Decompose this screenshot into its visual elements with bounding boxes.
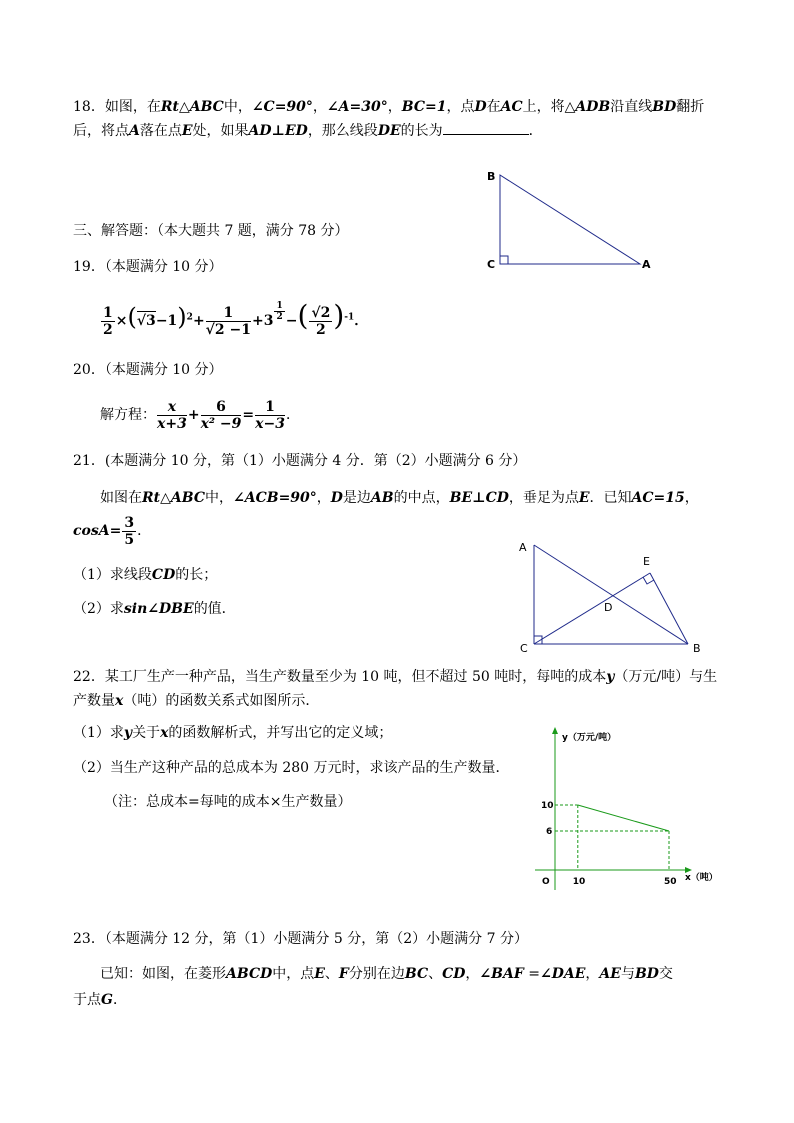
- q21-text: △: [160, 490, 171, 506]
- q19-frac1: [101, 305, 115, 338]
- q18-tri: △: [178, 99, 190, 115]
- q23-bc: BC: [404, 966, 429, 982]
- q18-text: 翻折: [676, 99, 705, 115]
- q23-cd: CD: [442, 966, 466, 982]
- num: 1: [206, 305, 251, 322]
- triangle-abc: [500, 175, 640, 264]
- origin-label: O: [542, 877, 550, 887]
- q18-angle-a: ∠A=30°: [326, 99, 388, 115]
- power: -1: [344, 312, 355, 323]
- q23-text: ，: [585, 966, 600, 982]
- y-tick-10: 10: [541, 801, 554, 811]
- q21-e: E: [578, 490, 590, 506]
- op: −1: [155, 313, 178, 329]
- op: +3: [251, 313, 274, 329]
- q23-text: 分别在边: [348, 966, 405, 982]
- paren: ): [333, 299, 345, 332]
- q18-ad-perp-ed: AD⊥ED: [248, 123, 308, 139]
- den: 2: [276, 312, 283, 323]
- den: 2: [315, 321, 326, 338]
- section-3-title: [73, 220, 349, 242]
- power: 2: [186, 312, 193, 323]
- q21-cosa: cosA=: [73, 523, 122, 539]
- q22-line1: [73, 666, 717, 688]
- q19-exponent: [274, 301, 284, 322]
- q21-text: 是边: [342, 490, 371, 506]
- op: −: [285, 313, 298, 329]
- q21-sub2: [73, 598, 236, 620]
- q19-head: [73, 256, 223, 278]
- q18-d: D: [474, 99, 487, 115]
- label-b: B: [693, 642, 701, 655]
- q22-x: x: [160, 725, 169, 741]
- q20-frac1: [157, 399, 187, 432]
- q22-text: （万元/吨）与生: [614, 669, 718, 685]
- q19-head-text: 19．（本题满分 10 分）: [73, 259, 223, 275]
- q23-text: 、: [428, 966, 443, 982]
- op: ．: [354, 313, 369, 329]
- q21-d: D: [330, 490, 343, 506]
- q18-text: 中，: [223, 99, 252, 115]
- q23-dae: ∠DAE: [539, 966, 586, 982]
- q23-text: 于点: [73, 992, 101, 1008]
- q21-line1: [100, 487, 699, 509]
- q21-text: ，垂足为点: [508, 490, 579, 506]
- q18-abc: ABC: [189, 99, 224, 115]
- q23-text: ．: [112, 992, 127, 1008]
- q21-text: （2）求: [73, 601, 124, 617]
- label-e: E: [643, 555, 650, 568]
- x-tick-10: 10: [572, 877, 586, 887]
- q22-x: x: [115, 693, 124, 709]
- num: 6: [201, 399, 242, 416]
- den: 2: [103, 321, 113, 338]
- q18-angle-c: ∠C=90°: [251, 99, 313, 115]
- num: 1: [255, 399, 285, 416]
- paren: (: [127, 303, 137, 331]
- q22-text: 关于: [132, 725, 161, 741]
- num: x: [157, 399, 187, 416]
- q22-text: （1）求: [73, 725, 124, 741]
- label-b: B: [487, 170, 496, 183]
- q18-e: E: [181, 123, 193, 139]
- q19-frac3: [309, 305, 332, 338]
- answer-blank[interactable]: [443, 120, 529, 135]
- cost-chart: [520, 720, 730, 895]
- q23-f: F: [338, 966, 349, 982]
- q23-text: =: [523, 966, 540, 982]
- q22-text: 的函数解析式，并写出它的定义域；: [168, 725, 393, 741]
- q21-text: ．已知: [589, 490, 632, 506]
- label-a: A: [519, 541, 527, 554]
- q18-adb: ADB: [575, 99, 611, 115]
- q18-text: ．: [528, 123, 543, 139]
- sqrt3: √3: [136, 313, 156, 329]
- q23-abcd: ABCD: [226, 966, 273, 982]
- q21-abc: ABC: [170, 490, 205, 506]
- right-angle-mark: [500, 256, 508, 264]
- num: 1: [103, 304, 113, 321]
- op: ．: [285, 407, 300, 423]
- q18-bc: BC=1: [401, 99, 447, 115]
- num: √2: [311, 304, 331, 321]
- den: √2 −1: [205, 321, 251, 338]
- q23-text: 已知：如图，在菱形: [100, 966, 226, 982]
- q18-line1: [73, 96, 704, 118]
- q23-head: [73, 928, 528, 950]
- paren: (: [297, 299, 309, 332]
- paren: ): [177, 303, 187, 331]
- q18-a: A: [129, 123, 140, 139]
- q23-baf: ∠BAF: [479, 966, 524, 982]
- q22-text: （2）当生产这种产品的总成本为 280 万元时，求该产品的生产数量．: [73, 760, 510, 776]
- section-3-text: 三、解答题：（本大题共 7 题，满分 78 分）: [73, 223, 349, 239]
- q23-text: 中，点: [272, 966, 315, 982]
- triangle-figure-18: [480, 165, 660, 275]
- y-tick-6: 6: [546, 827, 553, 837]
- q21-text: 如图在: [100, 490, 142, 506]
- den: 5: [124, 531, 135, 548]
- y-axis-arrow: [552, 727, 558, 734]
- op: ×: [115, 313, 128, 329]
- q23-g: G: [101, 992, 113, 1008]
- q18-text: ，: [387, 99, 402, 115]
- q18-text: 沿直线: [610, 99, 653, 115]
- q22-y: y: [123, 725, 133, 741]
- q22-y: y: [606, 669, 615, 685]
- q21-text: ，: [316, 490, 331, 506]
- op: +: [187, 407, 200, 423]
- q21-text: 中，: [205, 490, 233, 506]
- q21-text: 的值．: [193, 601, 236, 617]
- q18-text: 落在点: [139, 123, 182, 139]
- q19-frac2: [206, 305, 251, 338]
- q23-text: ，: [465, 966, 480, 982]
- q18-text: ，: [312, 99, 327, 115]
- q19-expression: [100, 296, 368, 341]
- q21-text: ．: [137, 523, 152, 539]
- q21-text: 的中点，: [393, 490, 450, 506]
- label-d: D: [604, 601, 613, 614]
- q21-frac: [122, 515, 136, 548]
- segment-ab: [534, 545, 688, 644]
- q23-text: 与: [620, 966, 635, 982]
- q18-text: 18．如图，在: [73, 99, 161, 115]
- q20-head-text: 20．（本题满分 10 分）: [73, 362, 223, 378]
- q21-head: [73, 450, 526, 472]
- q22-line2: [73, 690, 319, 712]
- q23-line1: [100, 963, 673, 985]
- q21-line2: [73, 512, 151, 550]
- y-axis-label: y（万元/吨）: [562, 733, 617, 743]
- q18-text: ，那么线段: [307, 123, 378, 139]
- q18-line2: [73, 120, 543, 142]
- series-line: [578, 805, 669, 831]
- q23-line2: [73, 989, 127, 1011]
- label-c: C: [520, 642, 528, 655]
- q23-e: E: [314, 966, 325, 982]
- q23-bd: BD: [634, 966, 659, 982]
- num: 1: [276, 301, 283, 312]
- q21-text: （1）求线段: [73, 567, 152, 583]
- q22-note-text: （注：总成本=每吨的成本×生产数量）: [104, 794, 352, 810]
- q23-head-text: 23．（本题满分 12 分，第（1）小题满分 5 分，第（2）小题满分 7 分）: [73, 931, 528, 947]
- q23-text: 、: [324, 966, 339, 982]
- q23-text: 交: [658, 966, 673, 982]
- q21-ac: AC=15: [631, 490, 685, 506]
- q18-text: 处，如果: [192, 123, 249, 139]
- q18-de: DE: [377, 123, 401, 139]
- op: +: [192, 313, 205, 329]
- q18-ac: AC: [500, 99, 523, 115]
- den: x+3: [157, 415, 187, 432]
- q23-ae: AE: [599, 966, 621, 982]
- q22-note: [104, 791, 351, 813]
- q20-frac2: [201, 399, 242, 432]
- q22-sub2: [73, 757, 510, 779]
- q21-sub1: [73, 564, 217, 586]
- segment-eb: [650, 573, 688, 644]
- q18-bd: BD: [652, 99, 677, 115]
- q20-label: 解方程：: [100, 407, 156, 423]
- q20-head: [73, 359, 223, 381]
- q18-text: 的长为: [400, 123, 443, 139]
- num: 3: [124, 514, 135, 531]
- q21-cd: CD: [151, 567, 176, 583]
- q21-head-text: 21．(本题满分 10 分，第（1）小题满分 4 分．第（2）小题满分 6 分）: [73, 453, 527, 469]
- den: x−3: [255, 415, 285, 432]
- q21-perp: BE⊥CD: [449, 490, 509, 506]
- q18-text: 后，将点: [73, 123, 129, 139]
- q22-sub1: [73, 722, 392, 744]
- q22-text: （吨）的函数关系式如图所示．: [123, 693, 320, 709]
- q22-text: 22．某工厂生产一种产品，当生产数量至少为 10 吨，但不超过 50 吨时，每吨的成本: [73, 669, 607, 685]
- triangle-figure-21: [510, 535, 710, 660]
- q21-text: 的长；: [175, 567, 218, 583]
- q21-sin: sin∠DBE: [123, 601, 194, 617]
- q20-frac3: [255, 399, 285, 432]
- q18-text: ，点: [446, 99, 475, 115]
- x-axis-label: x（吨）: [685, 873, 718, 883]
- label-a: A: [642, 258, 651, 271]
- q18-rt: Rt: [160, 99, 179, 115]
- den: x² −9: [200, 415, 242, 432]
- q21-ab: AB: [370, 490, 394, 506]
- q21-angle: ∠ACB=90°: [233, 490, 317, 506]
- q18-text: 上，将△: [522, 99, 576, 115]
- label-c: C: [487, 258, 496, 271]
- q21-rt: Rt: [142, 490, 161, 506]
- q21-text: ，: [684, 490, 699, 506]
- q22-text: 产数量: [73, 693, 115, 709]
- q18-text: 在: [486, 99, 501, 115]
- q20-equation: [100, 395, 300, 435]
- x-tick-50: 50: [664, 877, 677, 887]
- op: =: [242, 407, 255, 423]
